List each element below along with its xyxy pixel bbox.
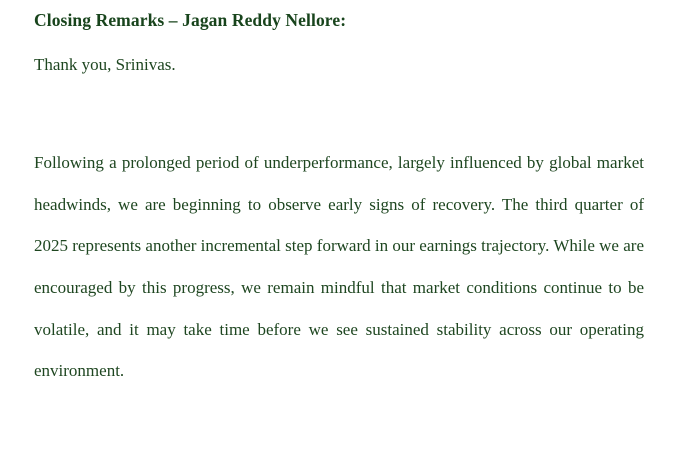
paragraph-greeting: Thank you, Srinivas. (34, 55, 176, 75)
paragraph-spacer (34, 78, 644, 142)
paragraph-body: Following a prolonged period of underperformance, largely influenced by global market headwinds, we are beginning to observe early signs of recovery. The third quarter of 2025 represents another incremental step forward in our earnings trajectory. While we are encouraged by this progress, we remain mindful that market conditions continue to be volatile, and it may take time before we see sustained stability across our operating environment. (34, 153, 644, 381)
page-title: Closing Remarks – Jagan Reddy Nellore: (34, 10, 347, 30)
